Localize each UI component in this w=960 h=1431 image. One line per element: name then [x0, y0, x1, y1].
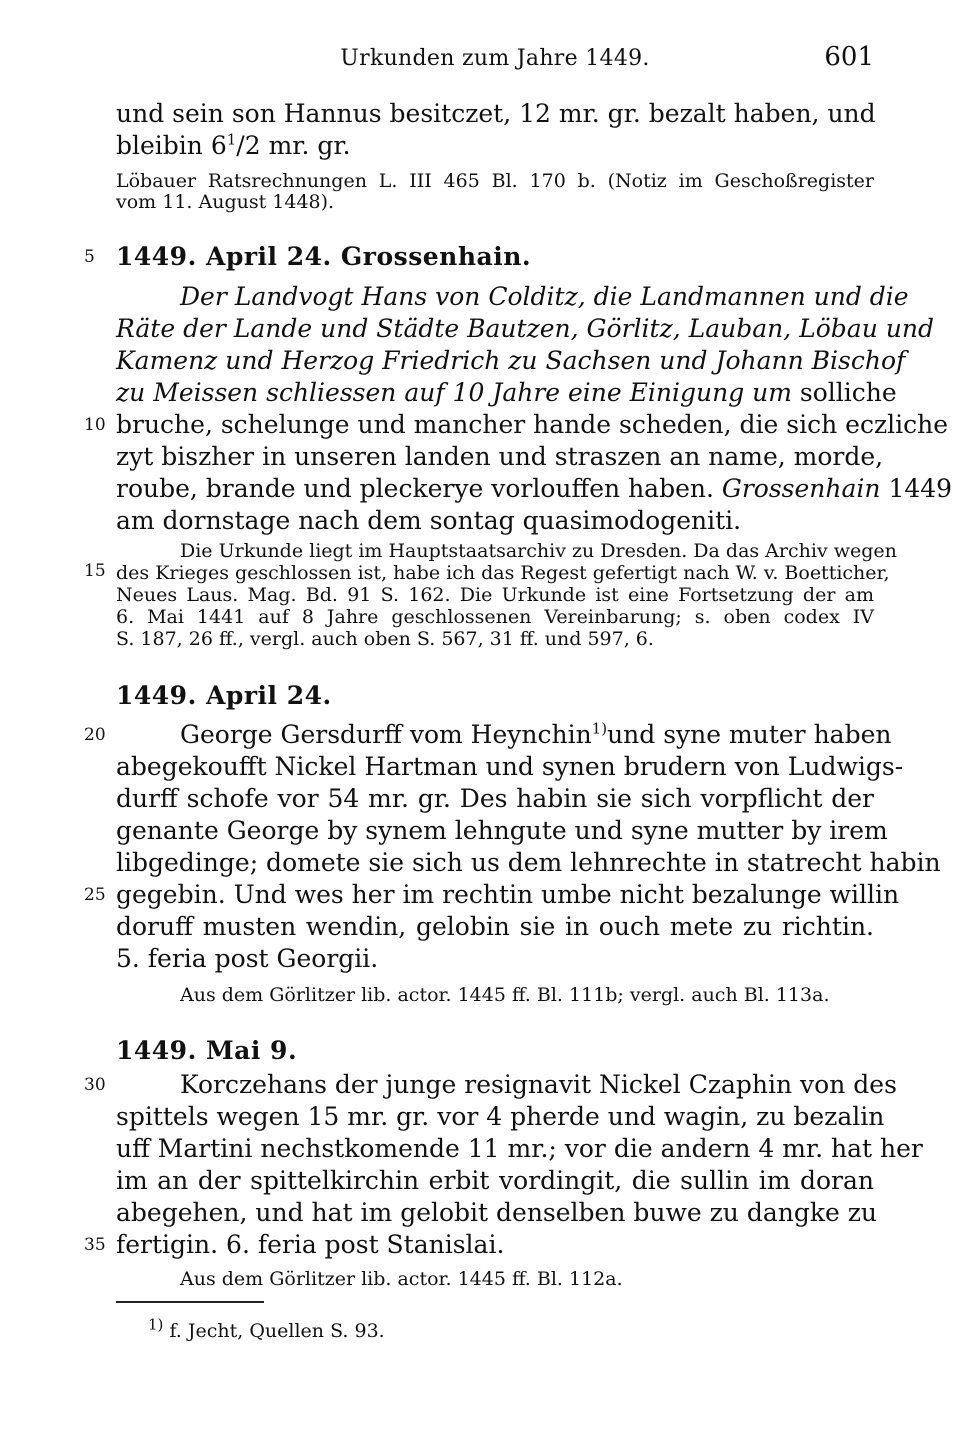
entry-1-line-1: Der Landvogt Hans von Colditz, die Landmannen und die: [180, 282, 909, 311]
entry-1-heading: 1449. April 24. Grossenhain.: [116, 242, 532, 271]
line-number-25: 25: [84, 885, 106, 905]
page-number: 601: [824, 42, 874, 72]
entry-1-line-4: zu Meissen schliessen auf 10 Jahre eine Einigung um solliche: [116, 378, 897, 407]
footnote: $^{1)}$ f. Jecht, Quellen S. 93.: [148, 1315, 385, 1342]
line-number-20: 20: [84, 725, 106, 745]
line-number-30: 30: [84, 1075, 106, 1095]
entry-1-note-4: 6. Mai 1441 auf 8 Jahre geschlossenen Vereinbarung; s. oben codex IV: [116, 606, 874, 628]
entry-1-line-2: Räte der Lande und Städte Bautzen, Görlitz, Lauban, Löbau und: [116, 314, 934, 343]
running-title: Urkunden zum Jahre 1449.: [340, 46, 650, 71]
entry-1-line-6: zyt biszher in unseren landen und straszen an name, morde,: [116, 442, 884, 471]
entry-2-line-1: George Gersdurff vom Heynchin$^{1)}$ und syne muter haben: [180, 719, 892, 749]
entry-2-line-5: libgedinge; domete sie sich us dem lehnrechte in statrecht habin: [116, 848, 941, 877]
entry-3-line-6: fertigin. 6. feria post Stanislai.: [116, 1230, 505, 1259]
line-number-15: 15: [84, 561, 106, 581]
entry-1-line-3: Kamenz und Herzog Friedrich zu Sachsen und Johann Bischof: [116, 346, 906, 375]
entry-2-line-7: doruff musten wendin, gelobin sie in ouch mete zu richtin.: [116, 912, 874, 941]
line-number-10: 10: [84, 415, 106, 435]
entry-3-line-4: im an der spittelkirchin erbit vordingit, die sullin im doran: [116, 1166, 874, 1195]
entry-2-source: Aus dem Görlitzer lib. actor. 1445 ff. Bl. 111b; vergl. auch Bl. 113a.: [180, 984, 830, 1006]
entry-1-note-3: Neues Laus. Mag. Bd. 91 S. 162. Die Urkunde ist eine Fortsetzung der am: [116, 584, 874, 606]
entry-3-line-1: Korczehans der junge resignavit Nickel Czaphin von des: [180, 1070, 897, 1099]
entry-1-note-2: des Krieges geschlossen ist, habe ich das Regest gefertigt nach W. v. Boetticher,: [116, 562, 890, 584]
entry-2-line-3: durff schofe vor 54 mr. gr. Des habin sie sich vorpflicht der: [116, 784, 874, 813]
page-header: [116, 42, 874, 82]
entry-3-line-3: uff Martini nechstkomende 11 mr.; vor die andern 4 mr. hat her: [116, 1134, 923, 1163]
entry-2-line-2: abegekoufft Nickel Hartman und synen brudern von Ludwigs-: [116, 752, 904, 781]
line-number-5: 5: [84, 247, 95, 267]
entry-1-note-5: S. 187, 26 ff., vergl. auch oben S. 567, 31 ff. und 597, 6.: [116, 628, 654, 650]
entry-3-line-5: abegehen, und hat im gelobit denselben buwe zu dangke zu: [116, 1198, 878, 1227]
entry-3-heading: 1449. Mai 9.: [116, 1036, 298, 1065]
intro-line-1: und sein son Hannus besitczet, 12 mr. gr. bezalt haben, und: [116, 99, 876, 128]
entry-1-note-1: Die Urkunde liegt im Hauptstaatsarchiv zu Dresden. Da das Archiv wegen: [180, 540, 897, 562]
entry-1-line-7: roube, brande und pleckerye vorlouffen haben. Grossenhain 1449: [116, 474, 953, 503]
intro-source-line-1: Löbauer Ratsrechnungen L. III 465 Bl. 170 b. (Notiz im Geschoßregister: [116, 170, 874, 192]
entry-3-line-2: spittels wegen 15 mr. gr. vor 4 pherde und wagin, zu bezalin: [116, 1102, 885, 1131]
entry-1-line-5: bruche, schelunge und mancher hande scheden, die sich eczliche: [116, 410, 949, 439]
entry-2-line-8: 5. feria post Georgii.: [116, 944, 379, 973]
intro-source-line-2: vom 11. August 1448).: [116, 191, 335, 213]
footnote-rule: [116, 1301, 264, 1303]
line-number-35: 35: [84, 1235, 106, 1255]
entry-2-line-6: gegebin. Und wes her im rechtin umbe nicht bezalunge willin: [116, 880, 900, 909]
entry-1-line-8: am dornstage nach dem sontag quasimodogeniti.: [116, 506, 742, 535]
entry-2-heading: 1449. April 24.: [116, 681, 332, 710]
entry-3-source: Aus dem Görlitzer lib. actor. 1445 ff. Bl. 112a.: [180, 1268, 623, 1290]
entry-2-line-4: genante George by synem lehngute und syne mutter by irem: [116, 816, 888, 845]
intro-line-2: bleibin $6^1/2$ mr. gr.: [116, 130, 351, 160]
